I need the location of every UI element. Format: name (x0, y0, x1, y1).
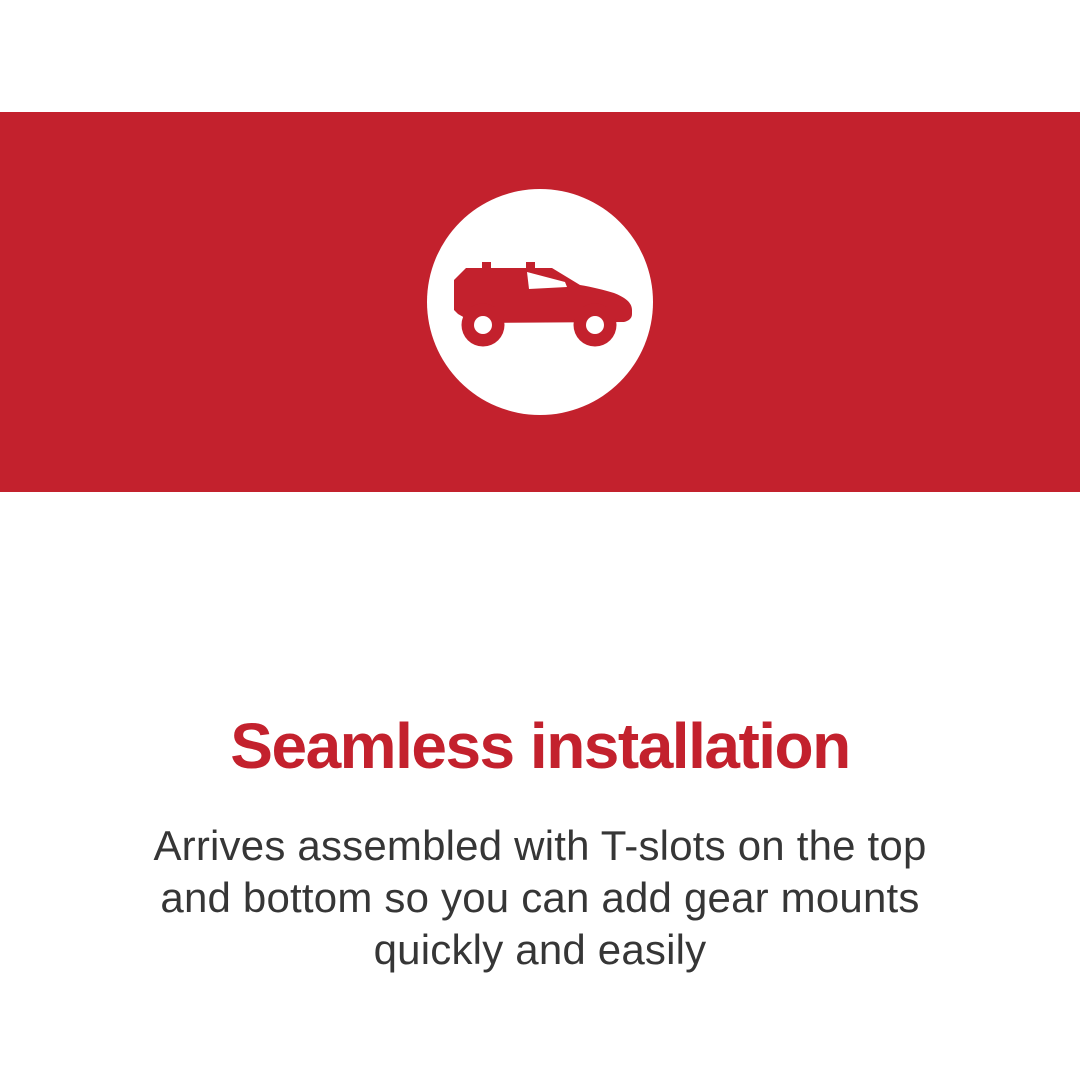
description-line-2: and bottom so you can add gear mounts (160, 874, 920, 921)
suv-car-icon (444, 256, 636, 352)
hero-banner (0, 112, 1080, 492)
headline: Seamless installation (230, 710, 850, 782)
car-icon-badge (427, 189, 653, 415)
text-section (0, 492, 1080, 976)
description (0, 820, 1080, 976)
description-line-3: quickly and easily (373, 926, 707, 973)
description-line-1: Arrives assembled with T-slots on the top (153, 822, 927, 869)
